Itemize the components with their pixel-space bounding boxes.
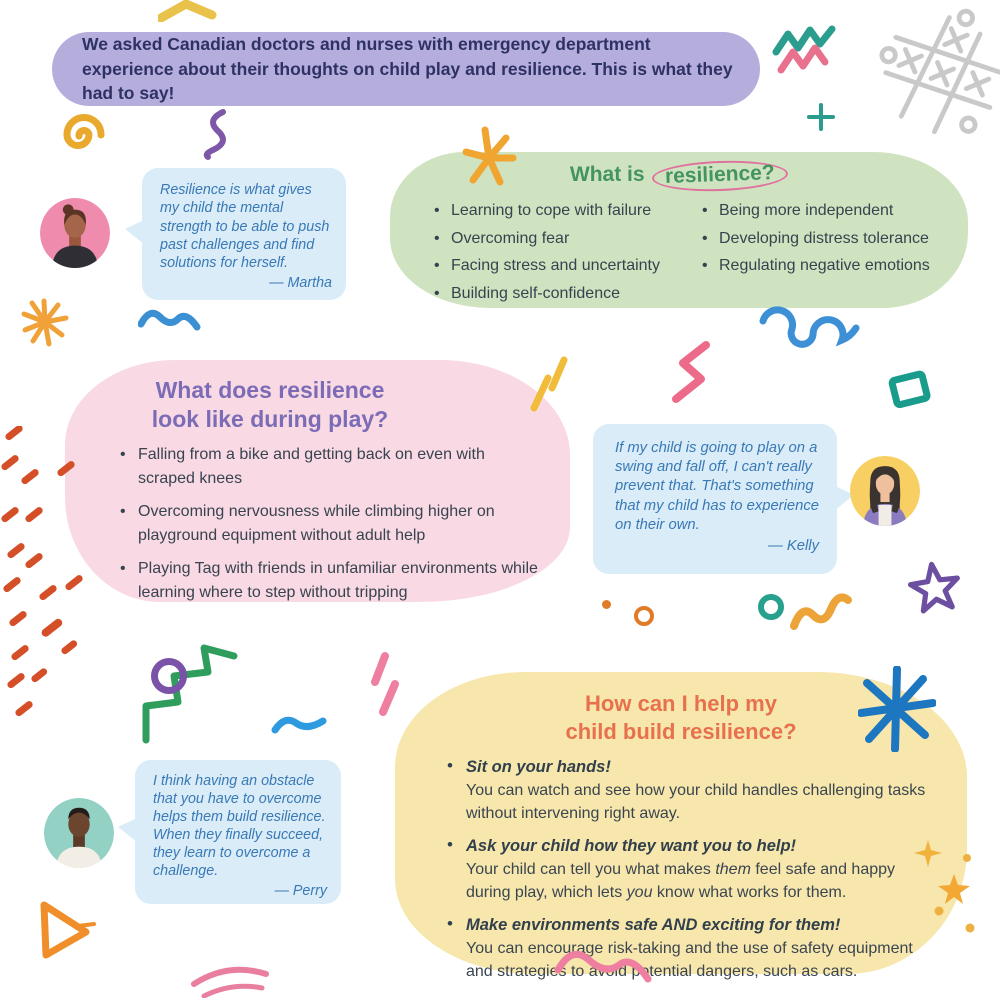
build-resilience-title bbox=[395, 690, 967, 746]
what-is-list-right bbox=[700, 197, 948, 307]
yellow-spiral-icon bbox=[52, 110, 106, 160]
bullet-item: • Falling from a bike and getting back on even with scraped knees bbox=[117, 443, 542, 491]
section-resilience-during-play bbox=[65, 360, 570, 602]
tip-item bbox=[445, 756, 935, 825]
bullet-item: • Being more independent bbox=[700, 197, 948, 225]
avatar-kelly bbox=[850, 456, 920, 526]
build-resilience-tips bbox=[395, 746, 967, 983]
tip-lead: • Sit on your hands! bbox=[466, 757, 611, 776]
tip-body: You can watch and see how your child handles challenging tasks without intervening right away. bbox=[466, 781, 926, 822]
teal-sparkle-icon bbox=[806, 102, 836, 132]
during-play-list bbox=[65, 433, 570, 605]
yellow-squiggle-icon bbox=[790, 592, 852, 634]
bullet-item: • Playing Tag with friends in unfamiliar environments while learning where to step without tripping bbox=[117, 557, 542, 605]
orange-dot-icon bbox=[602, 600, 611, 609]
quote-text: Resilience is what gives my child the mental strength to be able to push past challenges and find solutions for herself. bbox=[160, 182, 330, 272]
build-title-line1: How can I help my bbox=[585, 691, 777, 716]
bubble-tail bbox=[118, 818, 137, 842]
tip-lead: • Ask your child how they want you to help! bbox=[466, 836, 797, 855]
tip-body: Your child can tell you what makes them feel safe and happy during play, which lets you know what works for them. bbox=[466, 860, 896, 901]
circled-word: resilience? bbox=[652, 159, 789, 194]
what-is-title-prefix: What is bbox=[569, 163, 645, 186]
purple-squiggle-icon bbox=[193, 108, 241, 160]
quote-bubble-perry bbox=[135, 760, 341, 904]
teal-square-icon bbox=[884, 364, 934, 414]
quote-attribution: — Kelly bbox=[768, 538, 819, 555]
section-build-resilience bbox=[395, 672, 967, 980]
intro-banner bbox=[52, 32, 760, 106]
blue-wave-small-icon bbox=[271, 706, 327, 738]
bullet-item: • Building self-confidence bbox=[432, 280, 684, 308]
orange-sun-icon bbox=[20, 296, 72, 350]
tip-item bbox=[445, 914, 935, 983]
avatar-martha bbox=[40, 198, 110, 268]
during-play-title-line2: look like during play? bbox=[151, 405, 389, 432]
quote-attribution: — Martha bbox=[269, 275, 332, 292]
during-play-title-line1: What does resilience bbox=[155, 377, 385, 403]
bullet-item: • Overcoming fear bbox=[432, 225, 684, 253]
yellow-chevron-icon bbox=[158, 0, 218, 22]
bullet-item: • Overcoming nervousness while climbing higher on playground equipment without adult help bbox=[117, 500, 542, 548]
quote-text: If my child is going to play on a swing and fall off, I can't really prevent that. That's something that my child has to experience on their own. bbox=[615, 440, 819, 533]
blue-wave-icon bbox=[138, 302, 204, 338]
what-is-list-left bbox=[432, 197, 684, 307]
tip-body: You can encourage risk-taking and the use of safety equipment and strategies to avoid potential dangers, such as cars. bbox=[466, 939, 913, 980]
bullet-item: • Learning to cope with failure bbox=[432, 197, 684, 225]
orange-ring-icon bbox=[634, 606, 654, 626]
during-play-title bbox=[65, 376, 570, 433]
quote-attribution: — Perry bbox=[274, 883, 327, 899]
bullet-item: • Developing distress tolerance bbox=[700, 225, 948, 253]
tip-lead: • Make environments safe AND exciting for them! bbox=[466, 915, 841, 934]
bullet-item: • Facing stress and uncertainty bbox=[432, 252, 684, 280]
bubble-tail bbox=[125, 220, 144, 244]
intro-text: We asked Canadian doctors and nurses with emergency department experience about their thoughts on child play and resilience. This is what they had to say! bbox=[82, 33, 733, 104]
quote-bubble-kelly bbox=[593, 424, 837, 574]
section-what-is-resilience bbox=[390, 152, 968, 308]
purple-ring-icon bbox=[151, 658, 187, 694]
zigzag-teal-pink-icon bbox=[772, 22, 838, 76]
what-is-title bbox=[390, 161, 968, 191]
tip-item bbox=[445, 835, 935, 904]
orange-triangle-icon bbox=[32, 898, 96, 962]
green-staircase-icon bbox=[138, 642, 250, 746]
quote-bubble-martha bbox=[142, 168, 346, 300]
what-is-columns bbox=[390, 191, 968, 307]
avatar-perry bbox=[44, 798, 114, 868]
pink-curves-icon bbox=[190, 948, 270, 998]
quote-text: I think having an obstacle that you have to overcome helps them build resilience. When they finally succeed, they learn to overcome a challenge. bbox=[153, 773, 326, 879]
purple-star-icon bbox=[906, 560, 964, 618]
build-title-line2: child build resilience? bbox=[565, 718, 797, 744]
bullet-item: • Regulating negative emotions bbox=[700, 252, 948, 280]
teal-ring-icon bbox=[758, 594, 784, 620]
pink-step-zigzag-icon bbox=[670, 340, 716, 406]
tic-tac-toe-icon bbox=[878, 8, 1000, 138]
